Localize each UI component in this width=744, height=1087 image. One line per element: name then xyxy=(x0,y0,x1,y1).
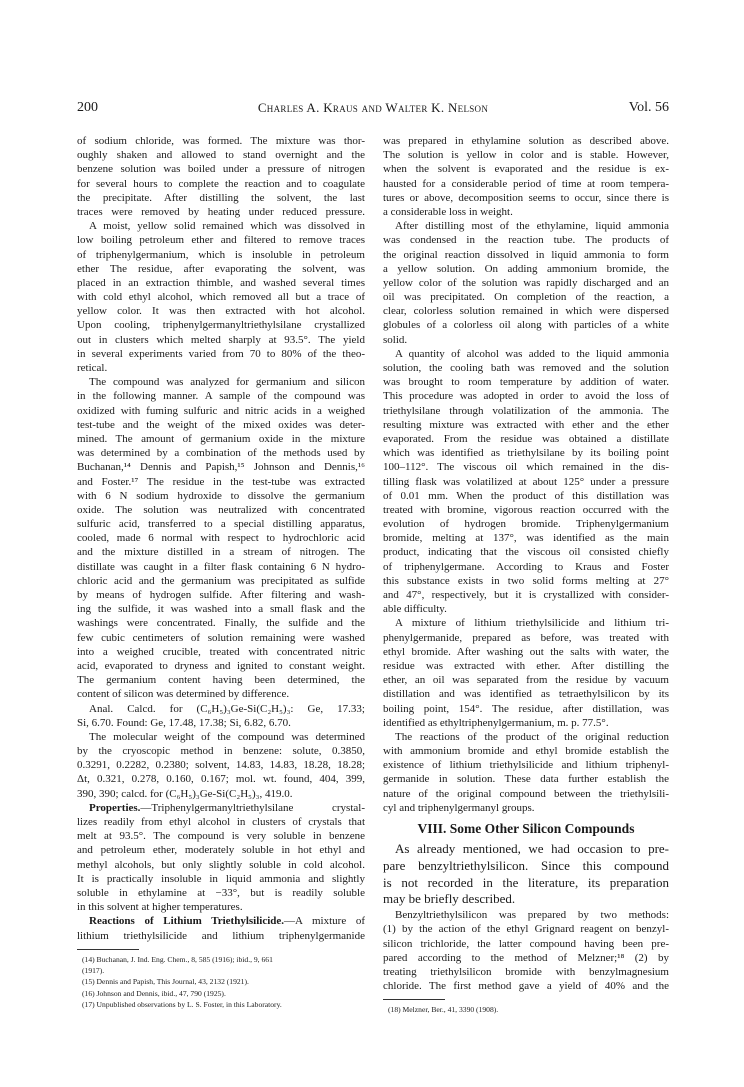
text-line: with ammonium bromide and ethyl bromide establish the xyxy=(383,745,669,758)
text-line: traces were removed by heating under reduced pressure. xyxy=(77,205,365,218)
text-line: by the cryoscopic method in benzene: solute, 0.3850, xyxy=(77,745,365,758)
text-line: germanide in solution. These data further establish the xyxy=(383,773,669,786)
right-column xyxy=(383,134,669,1016)
text-line: The compound was analyzed for germanium and silicon xyxy=(89,376,365,389)
text-line: methyl alcohols, but only slightly soluble in cold alcohol. xyxy=(77,858,365,871)
text-line: solid. xyxy=(383,333,408,346)
section-heading: VIII. Some Other Silicon Compounds xyxy=(417,821,635,836)
left-column-body xyxy=(77,134,365,943)
text-line: low boiling petroleum ether and filtered to remove traces xyxy=(77,234,365,247)
text-line: benzene solution was boiled under a pressure of nitrogen xyxy=(77,163,365,176)
volume-label: Vol. 56 xyxy=(628,100,669,115)
right-footnotes xyxy=(383,1004,669,1015)
footnote-rule xyxy=(77,949,139,950)
text-line: A moist, yellow solid remained which was dissolved in xyxy=(89,220,365,233)
text-line: hausted for a considerable period of time at room tempera- xyxy=(383,177,669,190)
text-line: Benzyltriethylsilicon was prepared by two methods: xyxy=(395,909,669,922)
text-line: of 0.01 mm. When the product of this distillation was xyxy=(383,489,669,502)
text-line: Buchanan,¹⁴ Dennis and Papish,¹⁵ Johnson and Dennis,¹⁶ xyxy=(77,461,365,474)
text-line: globules of a colorless oil along with particles of a white xyxy=(383,319,669,332)
text-line: soluble in ethylamine at −33°, but is readily soluble xyxy=(77,886,365,899)
text-line: treated with bromine, vigorous reaction occurred with the xyxy=(383,503,669,516)
text-line: evolution of hydrogen bromide. Triphenylgermanium xyxy=(383,518,669,531)
text-line: mined. The amount of germanium oxide in the mixture xyxy=(77,432,365,445)
text-line: distillate was caught in a filter flask containing 6 N hydro- xyxy=(77,560,365,573)
text-line: a yellow solution. On adding ammonium bromide, the xyxy=(383,262,669,275)
text-line: clear, colorless solution remained in which were dispersed xyxy=(383,305,669,318)
footnote: (14) Buchanan, J. Ind. Eng. Chem., 8, 585 (1916); ibid., 9, 661 xyxy=(82,954,273,964)
footnote: (17) Unpublished observations by L. S. Foster, in this Laboratory. xyxy=(82,1000,282,1010)
text-line: boiling point, 154°. The residue, after distillation, was xyxy=(383,702,669,715)
text-line: chloride. The first method gave a yield of 40% and the xyxy=(383,980,669,993)
page-number: 200 xyxy=(77,100,98,115)
text-line: content of silicon was determined by difference. xyxy=(77,688,290,701)
text-line: when the solvent is evaporated and the residue is ex- xyxy=(383,163,669,176)
text-line: product, indicating that the viscous oil consisted chiefly xyxy=(383,546,669,559)
text-line: may be briefly described. xyxy=(383,891,516,907)
text-line: ethyl bromide. After washing out the salts with water, the xyxy=(383,645,669,658)
text-line: for several hours to complete the reaction and to coagulate xyxy=(77,177,365,190)
footnote: (15) Dennis and Papish, This Journal, 43, 2132 (1921). xyxy=(82,977,249,987)
right-column-body xyxy=(383,134,669,815)
text-line: (1) by the action of the ethyl Grignard reagent on benzyl- xyxy=(383,923,669,936)
text-line: was prepared in ethylamine solution as described above. xyxy=(383,135,669,147)
text-line: A mixture of lithium triethylsilicide and lithium tri- xyxy=(395,617,669,630)
text-line: ether The residue, after evaporating the solvent, was xyxy=(77,262,365,275)
text-line: The germanium content having been determined, the xyxy=(77,674,365,687)
text-line: lithium triethylsilicide and lithium triphenylgermanide xyxy=(77,929,365,942)
text-line: and 47°, respectively, but it is crystallized with consider- xyxy=(383,589,669,601)
text-line: Upon cooling, triphenylgermanyltriethylsilane crystallized xyxy=(77,319,365,332)
text-line: 0.3291, 0.2282, 0.2380; solvent, 14.83, 14.83, 18.28, 18.28; xyxy=(77,759,365,772)
text-line: was brought to room temperature by addition of water. xyxy=(383,376,669,389)
text-line: resulting mixture was extracted with ether and the ether xyxy=(383,418,669,431)
text-line: pare benzyltriethylsilicon. Since this compound xyxy=(383,857,669,873)
text-line: 390, 390; calcd. for (C₆H₅)₃Ge-Si(C₂H₅)₃, 419.0. xyxy=(77,787,293,800)
left-footnotes xyxy=(77,954,365,1011)
left-column xyxy=(77,134,365,1011)
running-title: Charles A. Kraus and Walter K. Nelson xyxy=(257,100,489,115)
text-line: of triphenylgermanium, which is insoluble in petroleum xyxy=(77,248,365,261)
text-line: the precipitate. After distilling the solvent, the last xyxy=(77,191,365,204)
text-line: tilling flask was volatilized at about 125° under a pressure xyxy=(383,475,669,488)
text-line: Reactions of Lithium Triethylsilicide.—A mixture of xyxy=(89,915,365,928)
text-line: A quantity of alcohol was added to the liquid ammonia xyxy=(395,347,669,360)
text-line: tures or above, decomposition seems to occur, since there is xyxy=(383,191,669,204)
text-line: placed in an extraction thimble, and washed several times xyxy=(77,276,365,289)
footnote-rule xyxy=(383,999,445,1000)
text-line: lizes readily from ethyl alcohol in clusters of crystals that xyxy=(77,816,365,828)
text-line: with cold ethyl alcohol, which removed all but a trace of xyxy=(77,291,365,304)
text-line: in this solvent at higher temperatures. xyxy=(77,901,243,914)
text-line: cooled, made 6 normal with respect to hydrochloric acid xyxy=(77,532,365,545)
text-line: identified as ethyltriphenylgermanium, m. p. 77.5°. xyxy=(383,716,609,729)
text-line: yellow color of the solution was rapidly discharged and an xyxy=(383,276,669,289)
text-line: chloric acid and the germanium was precipitated as sulfide xyxy=(77,574,365,587)
footnote: (1917). xyxy=(82,966,105,976)
text-line: ether, an oil was separated from the residue by vacuum xyxy=(383,674,669,687)
text-line: oil was precipitated. On completion of the reaction, a xyxy=(383,291,669,304)
text-line: ing the sulfide, it was washed into a small flask and the xyxy=(77,603,365,616)
text-line: treating triethylsilicon bromide with benzylmagnesium xyxy=(383,965,669,978)
text-line: evaporated. From the residue was obtained a distillate xyxy=(383,432,669,445)
text-line: of sodium chloride, was formed. The mixture was thor- xyxy=(77,135,365,147)
text-line: able difficulty. xyxy=(383,603,447,616)
text-line: The solution is yellow in color and is stable. However, xyxy=(383,149,669,162)
text-line: phenylgermanide, prepared as before, was treated with xyxy=(383,631,669,644)
text-line: with 6 N sodium hydroxide to dissolve the germanium xyxy=(77,489,365,502)
text-line: in the following manner. A sample of the compound was xyxy=(77,390,365,403)
text-line: this substance exists in two solid forms melting at 27° xyxy=(383,574,669,587)
text-line: was condensed in the reaction tube. The products of xyxy=(383,234,669,247)
text-line: After distilling most of the ethylamine, liquid ammonia xyxy=(395,220,669,233)
text-line: and petroleum ether, moderately soluble in hot ethyl and xyxy=(77,844,365,857)
text-line: Si, 6.70. Found: Ge, 17.48, 17.38; Si, 6.82, 6.70. xyxy=(77,716,291,729)
text-line: washings were concentrated. Finally, the sulfide and the xyxy=(77,617,365,630)
text-line: in several experiments varied from 70 to 80% of the theo- xyxy=(77,347,365,360)
text-line: yellow color. It was then extracted with hot alcohol. xyxy=(77,305,365,318)
text-line: a considerable loss in weight. xyxy=(383,205,513,218)
text-line: is not recorded in the literature, its preparation xyxy=(383,874,669,890)
text-line: oughly shaken and allowed to stand overnight and the xyxy=(77,149,365,162)
running-header xyxy=(77,100,669,118)
text-line: bromide, melting at 137°, was identified as the main xyxy=(383,532,669,545)
text-line: and Foster.¹⁷ The residue in the test-tube was extracted xyxy=(77,475,365,488)
text-line: sulfuric acid, transferred to a special distilling apparatus, xyxy=(77,518,365,531)
text-line: was determined by a combination of the methods used by xyxy=(77,447,365,460)
text-line: Anal. Calcd. for (C₆H₅)₃Ge-Si(C₂H₅)₃: Ge, 17.33; xyxy=(89,702,365,715)
text-line: 100–112°. The viscous oil which remained in the dis- xyxy=(383,461,669,474)
text-line: acid, evaporated to dryness and ignited to constant weight. xyxy=(77,659,365,672)
text-line: distillation and was identified as tetraethylsilicon by its xyxy=(383,688,669,701)
text-line: The molecular weight of the compound was determined xyxy=(89,730,365,743)
text-line: the original reaction dissolved in liquid ammonia to form xyxy=(383,248,669,261)
text-line: retical. xyxy=(77,362,108,374)
text-line: As already mentioned, we had occasion to pre- xyxy=(395,841,669,856)
text-line: Properties.—Triphenylgermanyltriethylsilane crystal- xyxy=(89,801,365,814)
text-line: existence of lithium triethylsilicide and lithium triphenyl- xyxy=(383,759,669,772)
text-line: oxide. The solution was neutralized with concentrated xyxy=(77,503,365,516)
text-line: few cubic centimeters of solution remaining were washed xyxy=(77,631,365,644)
text-line: The reactions of the product of the original reduction xyxy=(395,730,669,743)
footnote: (16) Johnson and Dennis, ibid., 47, 790 (1925). xyxy=(82,988,226,998)
text-line: test-tube and the weight of the mixed oxides was deter- xyxy=(77,418,365,431)
text-line: Δt, 0.321, 0.278, 0.160, 0.167; mol. wt. found, 404, 399, xyxy=(77,773,365,786)
section-body xyxy=(383,908,669,993)
text-line: and the mixture distilled in a stream of nitrogen. The xyxy=(77,546,365,559)
text-line: oxidized with fuming sulfuric and nitric acids in a weighed xyxy=(77,404,365,417)
text-line: into a weighed crucible, treated with concentrated nitric xyxy=(77,645,365,658)
text-line: residue was extracted with ether. After distilling the xyxy=(383,659,669,672)
text-line: It is practically insoluble in liquid ammonia and slightly xyxy=(77,872,365,885)
text-line: triethylsilane through volatilization of the ammonia. The xyxy=(383,404,669,417)
text-line: This procedure was adopted in order to avoid the loss of xyxy=(383,390,669,403)
text-line: out in clusters which melted sharply at 93.5°. The yield xyxy=(77,333,365,346)
footnote: (18) Melzner, Ber., 41, 3390 (1908). xyxy=(388,1005,499,1015)
text-line: of triphenylgermane. According to Kraus and Foster xyxy=(383,560,669,573)
text-line: by means of hydrogen sulfide. After filtering and wash- xyxy=(77,589,365,601)
text-line: nature of the original compound between the triethylsili- xyxy=(383,787,669,800)
text-line: cyl and triphenylgermanyl groups. xyxy=(383,801,535,814)
section-intro xyxy=(383,841,669,908)
text-line: solution, the cooling bath was removed and the solution xyxy=(383,362,669,374)
text-line: silicon trichloride, the latter compound having been pre- xyxy=(383,937,669,950)
text-line: pared according to the method of Melzner;¹⁸ (2) by xyxy=(383,951,669,964)
text-line: melt at 93.5°. The compound is very soluble in benzene xyxy=(77,830,365,843)
text-line: which was identified as triethylsilane by its boiling point xyxy=(383,447,669,460)
